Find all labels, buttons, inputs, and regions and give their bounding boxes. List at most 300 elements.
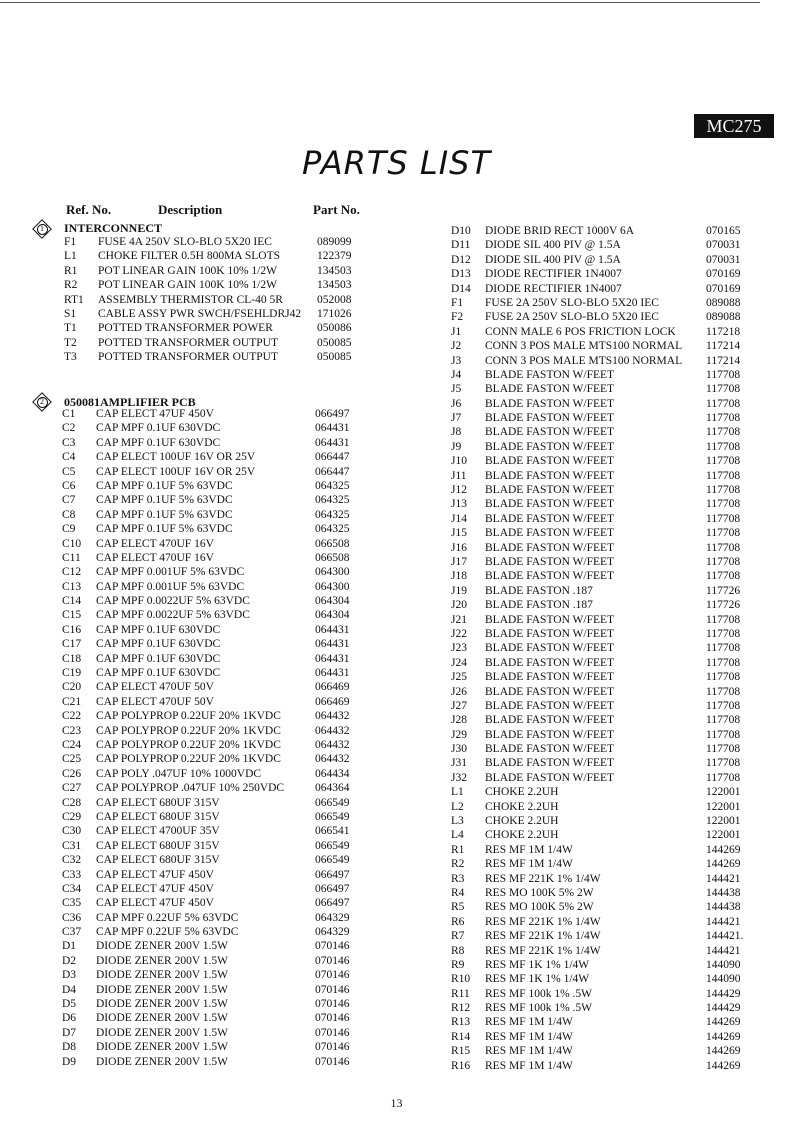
description-cell: RES MF 1K 1% 1/4W (485, 973, 590, 986)
ref-cell: J16 (451, 541, 467, 554)
description-cell: BLADE FASTON W/FEET (485, 484, 615, 497)
description-cell: CAP ELECT 47UF 450V (96, 408, 214, 420)
table-row (62, 652, 362, 666)
description-cell: BLADE FASTON W/FEET (485, 757, 615, 770)
table-row (62, 839, 362, 853)
table-row (451, 512, 771, 526)
part-no-cell: 117708 (706, 455, 741, 468)
ref-cell: D1 (62, 940, 77, 953)
part-no-cell: 122379 (317, 250, 352, 263)
description-cell: BLADE FASTON W/FEET (485, 555, 615, 568)
section-2-marker-icon (34, 394, 49, 409)
part-no-cell: 117214 (706, 340, 741, 353)
description-cell: DIODE ZENER 200V 1.5W (96, 954, 229, 967)
table-row (451, 339, 771, 353)
table-row (62, 1040, 362, 1054)
description-cell: CHOKE 2.2UH (485, 786, 559, 799)
description-cell: CAP MPF 0.1UF 5% 63VDC (96, 494, 233, 507)
part-no-cell: 050085 (317, 351, 352, 364)
part-no-cell: 064329 (315, 911, 350, 924)
table-row (451, 598, 771, 612)
ref-cell: C36 (62, 911, 82, 924)
ref-cell: T2 (64, 336, 77, 349)
ref-cell: C15 (62, 609, 82, 622)
ref-cell: C30 (62, 825, 82, 838)
description-cell: BLADE FASTON W/FEET (485, 455, 615, 468)
part-no-cell: 144269 (706, 1045, 741, 1058)
description-cell: CAP MPF 0.1UF 630VDC (96, 638, 221, 651)
ref-cell: R5 (451, 901, 465, 914)
part-no-cell: 064300 (315, 566, 350, 579)
part-no-cell: 066447 (315, 465, 350, 478)
ref-cell: F1 (64, 236, 77, 248)
ref-cell: D10 (451, 225, 471, 237)
part-no-cell: 064325 (315, 479, 350, 492)
part-no-cell: 089099 (317, 236, 352, 248)
table-row (451, 929, 771, 943)
ref-cell: J4 (451, 368, 462, 381)
table-row (62, 450, 362, 464)
description-cell: CAP MPF 0.001UF 5% 63VDC (96, 580, 245, 593)
ref-cell: D8 (62, 1041, 77, 1054)
part-no-cell: 117726 (706, 599, 741, 612)
part-no-cell: 070146 (315, 998, 350, 1011)
description-cell: DIODE ZENER 200V 1.5W (96, 983, 229, 996)
part-no-cell: 070146 (315, 940, 350, 953)
table-row (451, 569, 771, 583)
description-cell: CAP POLYPROP 0.22UF 20% 1KVDC (96, 710, 281, 723)
ref-cell: J29 (451, 728, 467, 741)
table-row (62, 853, 362, 867)
description-cell: CAP ELECT 680UF 315V (96, 854, 220, 867)
description-cell: CHOKE FILTER 0.5H 800MA SLOTS (98, 250, 280, 263)
ref-cell: R4 (451, 886, 465, 899)
description-cell: BLADE FASTON .187 (485, 584, 593, 597)
ref-cell: R16 (451, 1059, 471, 1072)
table-row (62, 637, 362, 651)
table-row (451, 972, 771, 986)
table-row (451, 425, 771, 439)
description-cell: RES MF 100k 1% .5W (485, 987, 593, 1000)
description-cell: DIODE ZENER 200V 1.5W (96, 998, 229, 1011)
description-cell: POTTED TRANSFORMER OUTPUT (98, 351, 278, 364)
ref-cell: D13 (451, 268, 471, 281)
part-no-cell: 117708 (706, 627, 741, 640)
description-cell: BLADE FASTON W/FEET (485, 728, 615, 741)
table-row (451, 857, 771, 871)
ref-cell: L1 (451, 786, 464, 799)
part-no-cell: 070031 (706, 239, 741, 252)
table-row (62, 551, 362, 565)
table-row (451, 497, 771, 511)
ref-cell: C35 (62, 897, 82, 910)
part-no-cell: 070146 (315, 1041, 350, 1054)
part-no-cell: 050085 (317, 336, 352, 349)
description-cell: CAP MPF 0.0022UF 5% 63VDC (96, 595, 250, 608)
description-cell: CAP MPF 0.0022UF 5% 63VDC (96, 609, 250, 622)
ref-cell: C21 (62, 695, 82, 708)
table-row (451, 526, 771, 540)
description-cell: CONN 3 POS MALE MTS100 NORMAL (485, 354, 683, 367)
part-no-cell: 144269 (706, 1059, 741, 1072)
table-row (451, 828, 771, 842)
part-no-cell: 117708 (706, 555, 741, 568)
description-cell: CAP MPF 0.1UF 630VDC (96, 652, 221, 665)
ref-cell: D14 (451, 282, 471, 295)
part-no-cell: 117708 (706, 541, 741, 554)
ref-cell: C19 (62, 667, 82, 680)
table-row (451, 886, 771, 900)
table-row (64, 249, 364, 263)
table-row (64, 321, 364, 335)
description-cell: BLADE FASTON W/FEET (485, 570, 615, 583)
table-row (62, 997, 362, 1011)
model-badge: MC275 (694, 114, 774, 138)
ref-cell: J27 (451, 699, 467, 712)
part-no-cell: 117708 (706, 383, 741, 396)
header-part-no: Part No. (313, 202, 360, 217)
table-row (451, 1044, 771, 1058)
description-cell: RES MF 1M 1/4W (485, 843, 573, 856)
description-cell: RES MF 221K 1% 1/4W (485, 915, 601, 928)
table-row (64, 307, 364, 321)
table-row (64, 293, 364, 307)
ref-cell: D11 (451, 239, 471, 252)
description-cell: RES MF 221K 1% 1/4W (485, 872, 601, 885)
table-row (64, 336, 364, 350)
description-cell: CAP ELECT 470UF 16V (96, 551, 214, 564)
description-cell: RES MF 1M 1/4W (485, 1016, 573, 1029)
ref-cell: F2 (451, 311, 464, 324)
description-cell: DIODE ZENER 200V 1.5W (96, 1026, 229, 1039)
ref-cell: D3 (62, 969, 77, 982)
description-cell: CONN MALE 6 POS FRICTION LOCK (485, 325, 676, 338)
table-row (451, 296, 771, 310)
description-cell: DIODE SIL 400 PIV @ 1.5A (485, 253, 621, 266)
ref-cell: C20 (62, 681, 82, 694)
description-cell: CABLE ASSY PWR SWCH/FSEHLDRJ42 (98, 307, 302, 320)
table-row (451, 843, 771, 857)
part-no-cell: 144090 (706, 973, 741, 986)
ref-cell: C4 (62, 451, 76, 464)
table-row (64, 278, 364, 292)
ref-cell: J24 (451, 656, 467, 669)
ref-cell: L4 (451, 829, 464, 842)
ref-cell: C16 (62, 623, 82, 636)
table-row (451, 397, 771, 411)
part-no-cell: 144421 (706, 872, 741, 885)
part-no-cell: 066447 (315, 451, 350, 464)
part-no-cell: 064325 (315, 508, 350, 521)
table-row (62, 493, 362, 507)
ref-cell: L1 (64, 250, 77, 263)
part-no-cell: 144421 (706, 944, 741, 957)
ref-cell: C10 (62, 537, 82, 550)
part-no-cell: 070146 (315, 1026, 350, 1039)
table-row (451, 238, 771, 252)
table-row (62, 752, 362, 766)
ref-cell: C28 (62, 796, 82, 809)
description-cell: BLADE FASTON W/FEET (485, 613, 615, 626)
ref-cell: R2 (451, 858, 465, 871)
amplifier-list (62, 407, 362, 1069)
ref-cell: C3 (62, 436, 76, 449)
table-row (451, 253, 771, 267)
description-cell: CAP POLYPROP 0.22UF 20% 1KVDC (96, 738, 281, 751)
description-cell: RES MF 221K 1% 1/4W (485, 944, 601, 957)
ref-cell: F1 (451, 296, 464, 309)
description-cell: DIODE RECTIFIER 1N4007 (485, 268, 622, 281)
table-row (451, 670, 771, 684)
table-row (62, 680, 362, 694)
table-row (64, 235, 364, 249)
ref-cell: J8 (451, 426, 462, 439)
part-no-cell: 117708 (706, 469, 741, 482)
table-row (62, 565, 362, 579)
table-row (451, 411, 771, 425)
description-cell: RES MF 1M 1/4W (485, 858, 573, 871)
table-row (451, 224, 771, 238)
ref-cell: L3 (451, 815, 464, 828)
ref-cell: C12 (62, 566, 82, 579)
table-row (64, 264, 364, 278)
table-row (451, 627, 771, 641)
ref-cell: R3 (451, 872, 465, 885)
description-cell: BLADE FASTON W/FEET (485, 627, 615, 640)
description-cell: BLADE FASTON W/FEET (485, 498, 615, 511)
part-no-cell: 064431 (315, 436, 350, 449)
part-no-cell: 122001 (706, 829, 741, 842)
ref-cell: C32 (62, 854, 82, 867)
description-cell: FUSE 2A 250V SLO-BLO 5X20 IEC (485, 296, 659, 309)
description-cell: BLADE FASTON W/FEET (485, 440, 615, 453)
part-no-cell: 070146 (315, 1055, 350, 1068)
ref-cell: J19 (451, 584, 467, 597)
description-cell: CAP MPF 0.1UF 630VDC (96, 422, 221, 435)
description-cell: CAP MPF 0.1UF 630VDC (96, 623, 221, 636)
table-row (62, 479, 362, 493)
description-cell: BLADE FASTON W/FEET (485, 699, 615, 712)
description-cell: ASSEMBLY THERMISTOR CL-40 5R (98, 293, 283, 306)
table-row (62, 1011, 362, 1025)
description-cell: CAP ELECT 100UF 16V OR 25V (96, 451, 256, 464)
table-row (451, 354, 771, 368)
part-no-cell: 070146 (315, 983, 350, 996)
table-row (451, 267, 771, 281)
ref-cell: J10 (451, 455, 467, 468)
ref-cell: C31 (62, 839, 82, 852)
section-2-number: 2 (40, 397, 44, 406)
part-no-cell: 089088 (706, 296, 741, 309)
ref-cell: C5 (62, 465, 76, 478)
ref-cell: J13 (451, 498, 467, 511)
table-row (62, 796, 362, 810)
part-no-cell: 117708 (706, 771, 741, 784)
description-cell: CAP MPF 0.1UF 630VDC (96, 436, 221, 449)
description-cell: CAP ELECT 47UF 450V (96, 868, 214, 881)
part-no-cell: 144438 (706, 901, 741, 914)
table-row (62, 421, 362, 435)
table-row (451, 641, 771, 655)
part-no-cell: 144438 (706, 886, 741, 899)
description-cell: BLADE FASTON W/FEET (485, 383, 615, 396)
part-no-cell: 064304 (315, 609, 350, 622)
part-no-cell: 066549 (315, 810, 350, 823)
ref-cell: J3 (451, 354, 462, 367)
description-cell: CHOKE 2.2UH (485, 800, 559, 813)
description-cell: CAP ELECT 470UF 50V (96, 695, 214, 708)
table-row (451, 742, 771, 756)
ref-cell: R1 (451, 843, 465, 856)
table-row (451, 800, 771, 814)
section-1-number: 1 (40, 224, 44, 233)
description-cell: CAP POLY .047UF 10% 1000VDC (96, 767, 262, 780)
ref-cell: C11 (62, 551, 81, 564)
description-cell: CHOKE 2.2UH (485, 829, 559, 842)
description-cell: BLADE FASTON W/FEET (485, 412, 615, 425)
ref-cell: R11 (451, 987, 470, 1000)
ref-cell: T1 (64, 322, 77, 335)
table-row (62, 738, 362, 752)
part-no-cell: 064431 (315, 638, 350, 651)
table-row (451, 1001, 771, 1015)
ref-cell: J7 (451, 412, 462, 425)
description-cell: CAP ELECT 100UF 16V OR 25V (96, 465, 256, 478)
description-cell: CAP ELECT 47UF 450V (96, 882, 214, 895)
part-no-cell: 066469 (315, 681, 350, 694)
table-row (62, 1055, 362, 1069)
ref-cell: J15 (451, 527, 467, 540)
ref-cell: R12 (451, 1002, 471, 1015)
table-row (62, 537, 362, 551)
table-row (62, 896, 362, 910)
table-row (62, 436, 362, 450)
part-no-cell: 070031 (706, 253, 741, 266)
ref-cell: J18 (451, 570, 467, 583)
ref-cell: R7 (451, 930, 465, 943)
table-row (451, 282, 771, 296)
part-no-cell: 117708 (706, 671, 741, 684)
part-no-cell: 144429 (706, 987, 741, 1000)
description-cell: CAP MPF 0.22UF 5% 63VDC (96, 911, 239, 924)
part-no-cell: 122001 (706, 800, 741, 813)
ref-cell: C13 (62, 580, 82, 593)
ref-cell: D6 (62, 1012, 77, 1025)
description-cell: CAP MPF 0.1UF 630VDC (96, 667, 221, 680)
ref-cell: J12 (451, 484, 467, 497)
ref-cell: L2 (451, 800, 464, 813)
table-row (451, 325, 771, 339)
ref-cell: R9 (451, 958, 465, 971)
table-row (451, 771, 771, 785)
ref-cell: RT1 (64, 293, 84, 306)
description-cell: CONN 3 POS MALE MTS100 NORMAL (485, 340, 683, 353)
part-no-cell: 117708 (706, 685, 741, 698)
part-no-cell: 064432 (315, 753, 350, 766)
part-no-cell: 134503 (317, 279, 352, 292)
ref-cell: R13 (451, 1016, 471, 1029)
part-no-cell: 122001 (706, 815, 741, 828)
table-row (451, 1059, 771, 1073)
ref-cell: C27 (62, 782, 82, 795)
part-no-cell: 144421 (706, 915, 741, 928)
part-no-cell: 066549 (315, 796, 350, 809)
part-no-cell: 070146 (315, 969, 350, 982)
ref-cell: C18 (62, 652, 82, 665)
description-cell: BLADE FASTON W/FEET (485, 685, 615, 698)
table-row (62, 767, 362, 781)
table-row (451, 1030, 771, 1044)
part-no-cell: 117708 (706, 368, 741, 381)
ref-cell: C17 (62, 638, 82, 651)
page-number: 13 (390, 1096, 403, 1110)
part-no-cell: 066497 (315, 408, 350, 420)
part-no-cell: 144269 (706, 858, 741, 871)
description-cell: POTTED TRANSFORMER POWER (98, 322, 273, 335)
part-no-cell: 117708 (706, 728, 741, 741)
description-cell: BLADE FASTON W/FEET (485, 541, 615, 554)
table-row (62, 824, 362, 838)
ref-cell: S1 (64, 307, 77, 320)
description-cell: CAP POLYPROP 0.22UF 20% 1KVDC (96, 753, 281, 766)
description-cell: CAP ELECT 470UF 50V (96, 681, 214, 694)
ref-cell: J20 (451, 599, 467, 612)
ref-cell: C6 (62, 479, 76, 492)
description-cell: DIODE ZENER 200V 1.5W (96, 1012, 229, 1025)
description-cell: CAP ELECT 470UF 16V (96, 537, 214, 550)
part-no-cell: 117218 (706, 325, 741, 338)
description-cell: BLADE FASTON W/FEET (485, 642, 615, 655)
ref-cell: C9 (62, 523, 76, 536)
description-cell: BLADE FASTON W/FEET (485, 397, 615, 410)
ref-cell: J26 (451, 685, 467, 698)
part-no-cell: 117708 (706, 757, 741, 770)
table-row (451, 368, 771, 382)
table-row (451, 872, 771, 886)
table-row (451, 728, 771, 742)
table-row (62, 781, 362, 795)
ref-cell: C23 (62, 724, 82, 737)
table-row (451, 685, 771, 699)
ref-cell: C34 (62, 882, 82, 895)
table-row (62, 508, 362, 522)
table-row (451, 1015, 771, 1029)
table-row (451, 613, 771, 627)
part-no-cell: 117708 (706, 397, 741, 410)
part-no-cell: 117726 (706, 584, 741, 597)
part-no-cell: 064434 (315, 767, 350, 780)
part-no-cell: 117708 (706, 426, 741, 439)
description-cell: BLADE FASTON .187 (485, 599, 593, 612)
part-no-cell: 064431 (315, 623, 350, 636)
ref-cell: C37 (62, 926, 82, 939)
ref-cell: C33 (62, 868, 82, 881)
description-cell: BLADE FASTON W/FEET (485, 426, 615, 439)
part-no-cell: 117708 (706, 699, 741, 712)
description-cell: POT LINEAR GAIN 100K 10% 1/2W (98, 279, 277, 292)
ref-cell: R14 (451, 1030, 471, 1043)
table-row (451, 785, 771, 799)
description-cell: RES MO 100K 5% 2W (485, 901, 594, 914)
part-no-cell: 064431 (315, 667, 350, 680)
ref-cell: J9 (451, 440, 462, 453)
ref-cell: R2 (64, 279, 78, 292)
part-no-cell: 064329 (315, 926, 350, 939)
description-cell: BLADE FASTON W/FEET (485, 527, 615, 540)
part-no-cell: 122001 (706, 786, 741, 799)
part-no-cell: 070169 (706, 268, 741, 281)
table-row (62, 939, 362, 953)
